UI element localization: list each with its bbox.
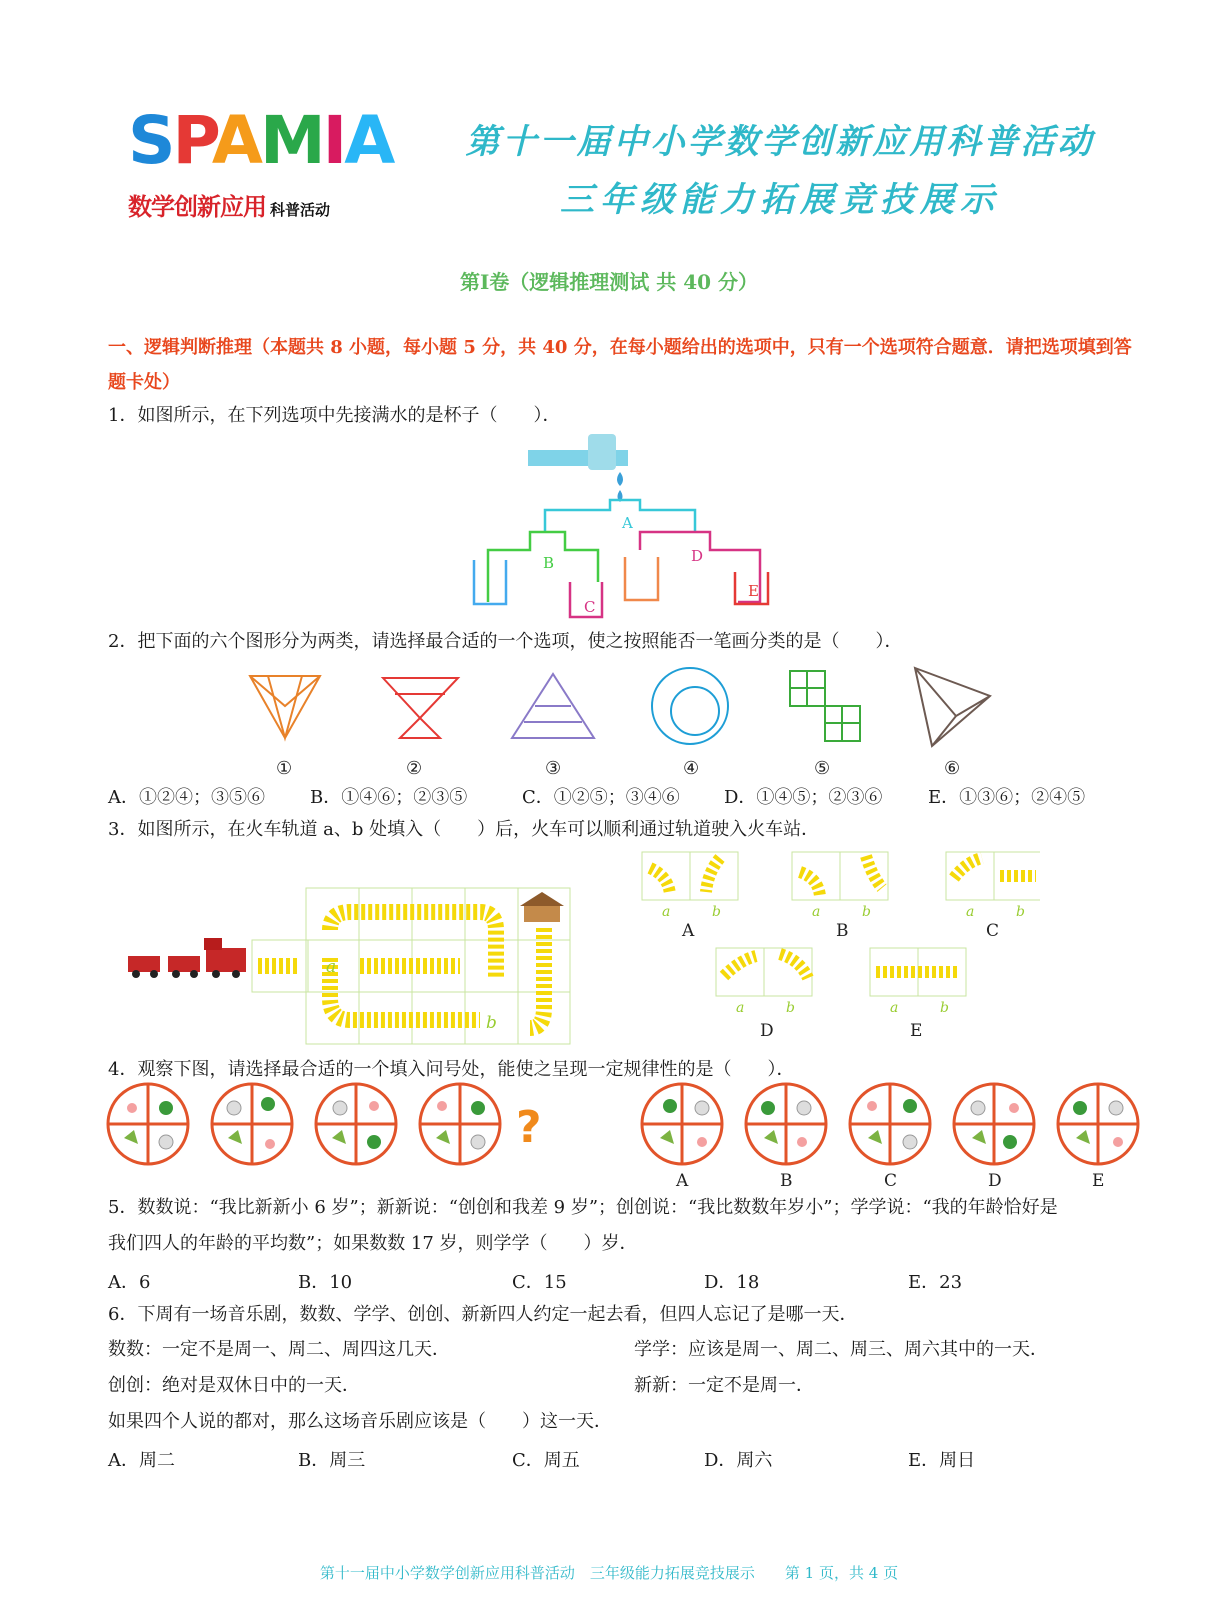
q2-shapes-figure <box>240 666 1010 784</box>
cup-a <box>545 500 695 532</box>
q4-option-e-label[interactable]: E <box>1092 1171 1105 1190</box>
pattern-circle-3 <box>316 1084 396 1164</box>
q5-option-b[interactable]: B．10 <box>298 1272 353 1293</box>
option-circle-e[interactable] <box>1058 1084 1138 1164</box>
svg-text:a: a <box>736 1000 745 1016</box>
cup-orange <box>625 557 658 600</box>
q3-option-d-label[interactable]: D <box>760 1021 774 1041</box>
shape-4-outer <box>652 668 728 744</box>
svg-text:b: b <box>712 904 721 920</box>
q5-line-1: 5．数数说：“我比新新小 6 岁”；新新说：“创创和我差 9 岁”；创创说：“我比数数年岁小”；学学说：“我的年龄恰好是 <box>108 1197 1058 1218</box>
svg-text:b: b <box>1016 904 1025 920</box>
q6-chuangchuang: 创创：绝对是双休日中的一天． <box>108 1375 360 1396</box>
pattern-circle-1 <box>108 1084 188 1164</box>
cup-blue <box>474 560 506 604</box>
logo-letter-s: S <box>128 102 173 179</box>
svg-text:a: a <box>812 904 821 920</box>
water-drop-icon <box>617 472 623 486</box>
q3-option-e-label[interactable]: E <box>910 1021 923 1041</box>
q3-option-b-label[interactable]: B <box>836 921 849 941</box>
shape-1 <box>250 676 320 738</box>
logo-sub-main: 数学创新应用 <box>128 193 266 221</box>
q6-line-1: 6．下周有一场音乐剧，数数、学学、创创、新新四人约定一起去看，但四人忘记了是哪一天． <box>108 1304 858 1325</box>
train-icon <box>128 938 246 978</box>
pattern-circle-4 <box>420 1084 500 1164</box>
q4-option-d-label[interactable]: D <box>988 1171 1002 1190</box>
q5-option-d[interactable]: D．18 <box>704 1272 760 1293</box>
q6-question: 如果四个人说的都对，那么这场音乐剧应该是（ ）这一天． <box>108 1411 612 1432</box>
spamia-logo <box>128 102 393 179</box>
faucet-icon <box>588 434 616 470</box>
q6-option-b[interactable]: B．周三 <box>298 1450 366 1471</box>
option-circle-c[interactable] <box>850 1084 930 1164</box>
svg-text:b: b <box>862 904 871 920</box>
station-icon <box>520 892 564 922</box>
cup-label-d: D <box>691 547 704 565</box>
q6-option-c[interactable]: C．周五 <box>512 1450 580 1471</box>
q3-track-figure <box>120 848 1040 1048</box>
q6-xinxin: 新新：一定不是周一． <box>634 1375 814 1396</box>
q2-option-a[interactable]: A．①②④；③⑤⑥ <box>108 787 265 808</box>
logo-letter-a: A <box>211 102 260 179</box>
svg-text:b: b <box>786 1000 795 1016</box>
shape-label-2: ② <box>406 758 423 779</box>
shape-label-6: ⑥ <box>944 758 961 779</box>
shape-2 <box>383 678 458 738</box>
q5-option-e[interactable]: E．23 <box>908 1272 963 1293</box>
q4-text: 4．观察下图，请选择最合适的一个填入问号处，能使之呈现一定规律性的是（ ）． <box>108 1059 795 1080</box>
track-label-b: b <box>486 1013 497 1033</box>
logo-letter-a2: A <box>344 102 393 179</box>
cup-label-c: C <box>584 598 596 616</box>
cup-label-a: A <box>622 514 633 532</box>
section-title: 第Ⅰ卷（逻辑推理测试 共 40 分） <box>459 270 759 294</box>
svg-text:a: a <box>966 904 975 920</box>
option-circle-d[interactable] <box>954 1084 1034 1164</box>
header-line-1: 第十一届中小学数学创新应用科普活动 <box>465 122 1095 162</box>
track-label-a: a <box>326 957 337 977</box>
shape-label-4: ④ <box>683 758 700 779</box>
q6-shushu: 数数：一定不是周一、周二、周四这几天． <box>108 1339 450 1360</box>
q3-option-c-box[interactable] <box>946 852 1040 900</box>
shape-6 <box>915 668 990 746</box>
q5-option-c[interactable]: C．15 <box>512 1272 567 1293</box>
instruction: 一、逻辑判断推理（本题共 8 小题，每小题 5 分，共 40 分，在每小题给出的选项中，只有一个选项符合题意．请把选项填到答题卡处） <box>108 337 1132 393</box>
shape-3 <box>512 674 594 738</box>
q1-cups-figure <box>470 432 780 622</box>
logo-letter-m: M <box>259 102 323 179</box>
shape-label-1: ① <box>276 758 293 779</box>
q6-option-a[interactable]: A．周二 <box>108 1450 175 1471</box>
q1-text: 1．如图所示，在下列选项中先接满水的是杯子（ ）． <box>108 405 561 426</box>
pattern-circle-2 <box>212 1084 292 1164</box>
svg-text:b: b <box>940 1000 949 1016</box>
track-rails <box>258 912 544 1028</box>
svg-text:a: a <box>662 904 671 920</box>
q5-option-a[interactable]: A．6 <box>108 1272 151 1293</box>
svg-text:a: a <box>890 1000 899 1016</box>
logo-letter-i: I <box>322 102 345 179</box>
cup-label-e: E <box>748 582 759 600</box>
shape-5 <box>790 671 860 741</box>
q4-circles-figure <box>104 1080 1144 1190</box>
option-circle-a[interactable] <box>642 1084 722 1164</box>
cup-label-b: B <box>543 554 555 572</box>
q3-option-c-label[interactable]: C <box>986 921 1000 941</box>
q6-option-e[interactable]: E．周日 <box>908 1450 976 1471</box>
q3-text: 3．如图所示，在火车轨道 a、b 处填入（ ）后，火车可以顺利通过轨道驶入火车站． <box>108 819 820 840</box>
q3-option-a-label[interactable]: A <box>682 921 695 941</box>
question-mark: ? <box>516 1102 542 1153</box>
header-line-2: 三年级能力拓展竞技展示 <box>560 180 1000 220</box>
q6-option-d[interactable]: D．周六 <box>704 1450 773 1471</box>
q6-xuexue: 学学：应该是周一、周二、周三、周六其中的一天． <box>634 1339 1048 1360</box>
logo-sub-small: 科普活动 <box>270 201 331 219</box>
q2-option-b[interactable]: B．①④⑥；②③⑤ <box>310 787 468 808</box>
q4-option-b-label[interactable]: B <box>780 1171 793 1190</box>
logo-subtitle <box>128 187 330 222</box>
q2-option-c[interactable]: C．①②⑤；③④⑥ <box>522 787 680 808</box>
q5-line-2: 我们四人的年龄的平均数”；如果数数 17 岁，则学学（ ）岁． <box>108 1233 638 1254</box>
shape-label-3: ③ <box>545 758 562 779</box>
option-circle-b[interactable] <box>746 1084 826 1164</box>
q4-option-a-label[interactable]: A <box>676 1171 689 1190</box>
q2-option-d[interactable]: D．①④⑤；②③⑥ <box>724 787 883 808</box>
q2-text: 2．把下面的六个图形分为两类，请选择最合适的一个选项，使之按照能否一笔画分类的是（ ）． <box>108 631 903 652</box>
q4-option-c-label[interactable]: C <box>884 1171 898 1190</box>
page-footer: 第十一届中小学数学创新应用科普活动 三年级能力拓展竞技展示 第 1 页，共 4 页 <box>319 1564 899 1582</box>
q2-option-e[interactable]: E．①③⑥；②④⑤ <box>928 787 1086 808</box>
logo-letter-p: P <box>172 102 212 179</box>
shape-4-inner <box>671 687 719 735</box>
shape-label-5: ⑤ <box>814 758 831 779</box>
